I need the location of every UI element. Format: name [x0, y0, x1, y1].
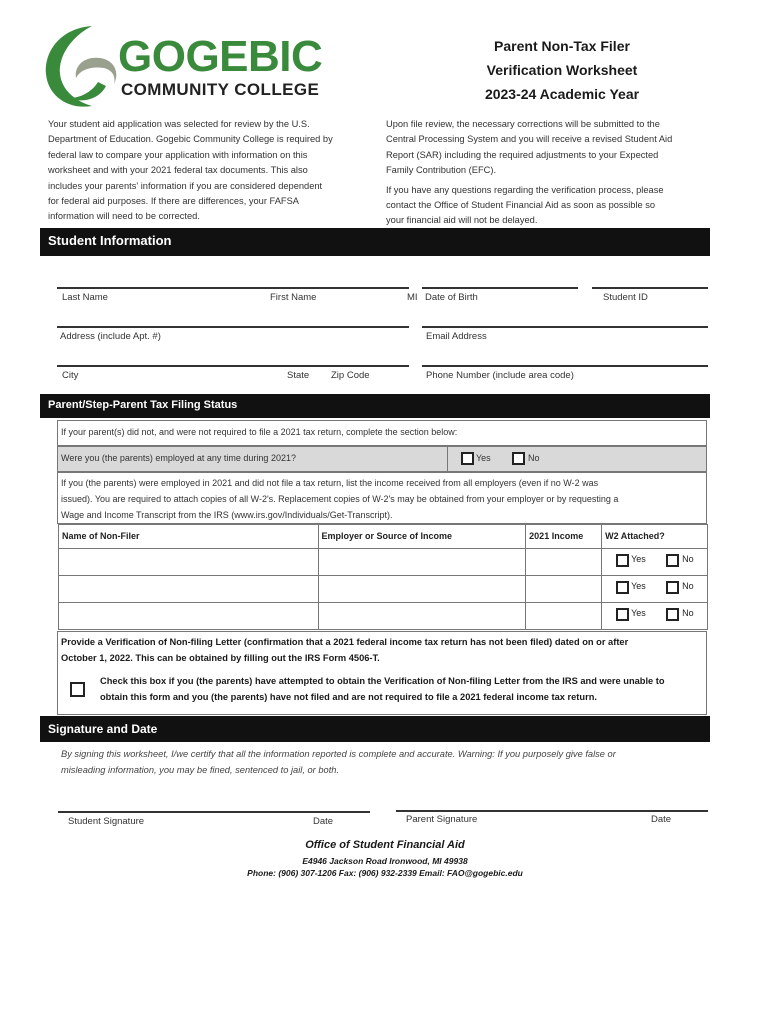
intro-right-line: your financial aid will not be delayed. — [386, 215, 538, 226]
w2-yes-label: Yes — [631, 554, 646, 564]
instruction-row — [57, 420, 707, 446]
employer-cell[interactable] — [318, 576, 526, 603]
nonfiling-letter-box — [57, 631, 707, 715]
table-header-row — [59, 525, 708, 549]
doc-title-line1: Parent Non-Tax Filer — [494, 38, 630, 54]
student-date-label: Date — [313, 816, 334, 827]
phone-label: Phone Number (include area code) — [426, 370, 574, 381]
intro-left-line: worksheet and with your 2021 federal tax documents. This also — [48, 165, 308, 176]
col-header-employer: Employer or Source of Income — [318, 525, 526, 549]
logo-subtitle: COMMUNITY COLLEGE — [121, 80, 320, 99]
w2-cell — [602, 576, 708, 603]
non-filer-name-cell[interactable] — [59, 603, 319, 630]
nonfiling-letter-line: October 1, 2022. This can be obtained by filling out the IRS Form 4506-T. — [61, 653, 380, 663]
signature-heading: Signature and Date — [40, 716, 710, 742]
doc-title-line3: 2023-24 Academic Year — [484, 86, 640, 102]
table-row — [59, 576, 708, 603]
intro-left-line: information will need to be corrected. — [48, 211, 200, 222]
nonfiling-letter-line: Provide a Verification of Non-filing Letter (confirmation that a 2021 federal income tax return has not been filed) dated on or after — [61, 637, 629, 647]
w2-yes-label: Yes — [631, 608, 646, 618]
w2-no-checkbox[interactable] — [666, 608, 679, 621]
parent-signature-line[interactable] — [396, 810, 708, 812]
intro-left-line: includes your parents' information if you are considered dependent — [48, 180, 323, 191]
unable-to-obtain-checkbox[interactable] — [70, 682, 85, 697]
employer-cell[interactable] — [318, 603, 526, 630]
address-field-line[interactable] — [57, 326, 409, 328]
income-cell[interactable] — [526, 549, 602, 576]
employed-note-line: Wage and Income Transcript from the IRS (www.irs.gov/Individuals/Get-Transcript). — [61, 510, 393, 520]
footer-contact: Phone: (906) 307-1206 Fax: (906) 932-2339 Email: FAO@gogebic.edu — [247, 868, 523, 878]
college-logo — [40, 22, 340, 112]
mi-label: MI — [407, 292, 418, 303]
employed-yes-checkbox[interactable] — [461, 452, 474, 465]
logo-name: GOGEBIC — [118, 32, 323, 81]
name-field-line[interactable] — [57, 287, 409, 289]
intro-left-line: Your student aid application was selected for review by the U.S. — [48, 119, 310, 129]
certify-line: By signing this worksheet, I/we certify that all the information reported is complete and accurate. Warning: If you purposely give false or — [61, 749, 616, 759]
col-header-income: 2021 Income — [526, 525, 602, 549]
income-cell[interactable] — [526, 576, 602, 603]
employed-note-line: If you (the parents) were employed in 2021 and did not file a tax return, list the income received from all employers (even if no W-2 was — [61, 478, 599, 488]
employed-no-checkbox[interactable] — [512, 452, 525, 465]
student-signature-label: Student Signature — [68, 816, 145, 827]
dob-field-line[interactable] — [422, 287, 578, 289]
doc-title-line2: Verification Worksheet — [486, 62, 638, 78]
intro-left-line: Department of Education. Gogebic Community College is required by — [48, 134, 333, 145]
col-header-name: Name of Non-Filer — [59, 525, 319, 549]
first-name-label: First Name — [270, 292, 317, 303]
footer-address: E4946 Jackson Road Ironwood, MI 49938 — [302, 856, 468, 866]
w2-cell — [602, 549, 708, 576]
intro-right-line: Family Contribution (EFC). — [386, 165, 497, 176]
w2-yes-checkbox[interactable] — [616, 608, 629, 621]
table-row — [59, 549, 708, 576]
email-label: Email Address — [426, 331, 487, 342]
employed-question-text: Were you (the parents) employed at any time during 2021? — [61, 453, 296, 463]
non-filer-table — [58, 524, 708, 630]
col-header-w2: W2 Attached? — [602, 525, 708, 549]
intro-right — [386, 117, 716, 229]
intro-right-line: Central Processing System and you will receive a revised Student Aid — [386, 134, 673, 145]
tax-status-heading: Parent/Step-Parent Tax Filing Status — [40, 394, 710, 418]
parent-signature-label: Parent Signature — [406, 814, 478, 825]
parent-date-label: Date — [651, 814, 672, 825]
income-cell[interactable] — [526, 603, 602, 630]
city-state-zip-field-line[interactable] — [57, 365, 409, 367]
intro-left-line: for federal aid purposes. If there are differences, your FAFSA — [48, 196, 299, 207]
intro-right-line: If you have any questions regarding the verification process, please — [386, 184, 664, 195]
employed-note-line: issued). You are required to attach copies of all W-2's. Replacement copies of W-2's may be obtained from your employer or by requesting a — [61, 494, 619, 504]
employed-note-row — [57, 472, 707, 524]
unable-to-obtain-text — [100, 673, 665, 705]
student-info-heading: Student Information — [40, 228, 710, 256]
intro-right-line: Upon file review, the necessary corrections will be submitted to the — [386, 119, 660, 129]
footer-office: Office of Student Financial Aid — [305, 839, 465, 851]
last-name-label: Last Name — [62, 292, 108, 303]
student-id-field-line[interactable] — [592, 287, 708, 289]
table-row — [59, 603, 708, 630]
w2-yes-checkbox[interactable] — [616, 554, 629, 567]
intro-left-line: federal law to compare your application with information on this — [48, 149, 308, 160]
unable-text-line: Check this box if you (the parents) have attempted to obtain the Verification of Non-filing Letter from the IRS and were unable to — [100, 676, 665, 686]
non-filer-name-cell[interactable] — [59, 576, 319, 603]
unable-text-line: obtain this form and you (the parents) have not filed and are not required to file a 2021 federal income tax return. — [100, 692, 597, 702]
zip-label: Zip Code — [331, 370, 370, 381]
w2-yes-label: Yes — [631, 581, 646, 591]
w2-no-label: No — [682, 581, 694, 591]
email-field-line[interactable] — [422, 326, 708, 328]
dob-label: Date of Birth — [425, 292, 478, 303]
w2-yes-checkbox[interactable] — [616, 581, 629, 594]
student-signature-line[interactable] — [58, 811, 370, 813]
employed-yes-label: Yes — [476, 453, 491, 463]
city-label: City — [62, 370, 79, 381]
student-id-label: Student ID — [603, 292, 648, 303]
employed-question-row — [57, 446, 707, 472]
w2-no-label: No — [682, 608, 694, 618]
w2-no-checkbox[interactable] — [666, 581, 679, 594]
certify-text — [61, 746, 711, 778]
non-filer-name-cell[interactable] — [59, 549, 319, 576]
w2-no-label: No — [682, 554, 694, 564]
address-label: Address (include Apt. #) — [60, 331, 161, 342]
instruction-text: If your parent(s) did not, and were not required to file a 2021 tax return, complete the section below: — [61, 427, 458, 437]
intro-left — [48, 117, 378, 225]
intro-right-line: Report (SAR) including the required adjustments to your Expected — [386, 149, 659, 160]
intro-right-line: contact the Office of Student Financial Aid as soon as possible so — [386, 200, 656, 211]
w2-no-checkbox[interactable] — [666, 554, 679, 567]
phone-field-line[interactable] — [422, 365, 708, 367]
employer-cell[interactable] — [318, 549, 526, 576]
state-label: State — [287, 370, 310, 381]
certify-line: misleading information, you may be fined, sentenced to jail, or both. — [61, 765, 340, 775]
question-divider — [447, 447, 448, 471]
logo-swoosh-icon — [40, 22, 118, 112]
w2-cell — [602, 603, 708, 630]
employed-no-label: No — [528, 453, 540, 463]
